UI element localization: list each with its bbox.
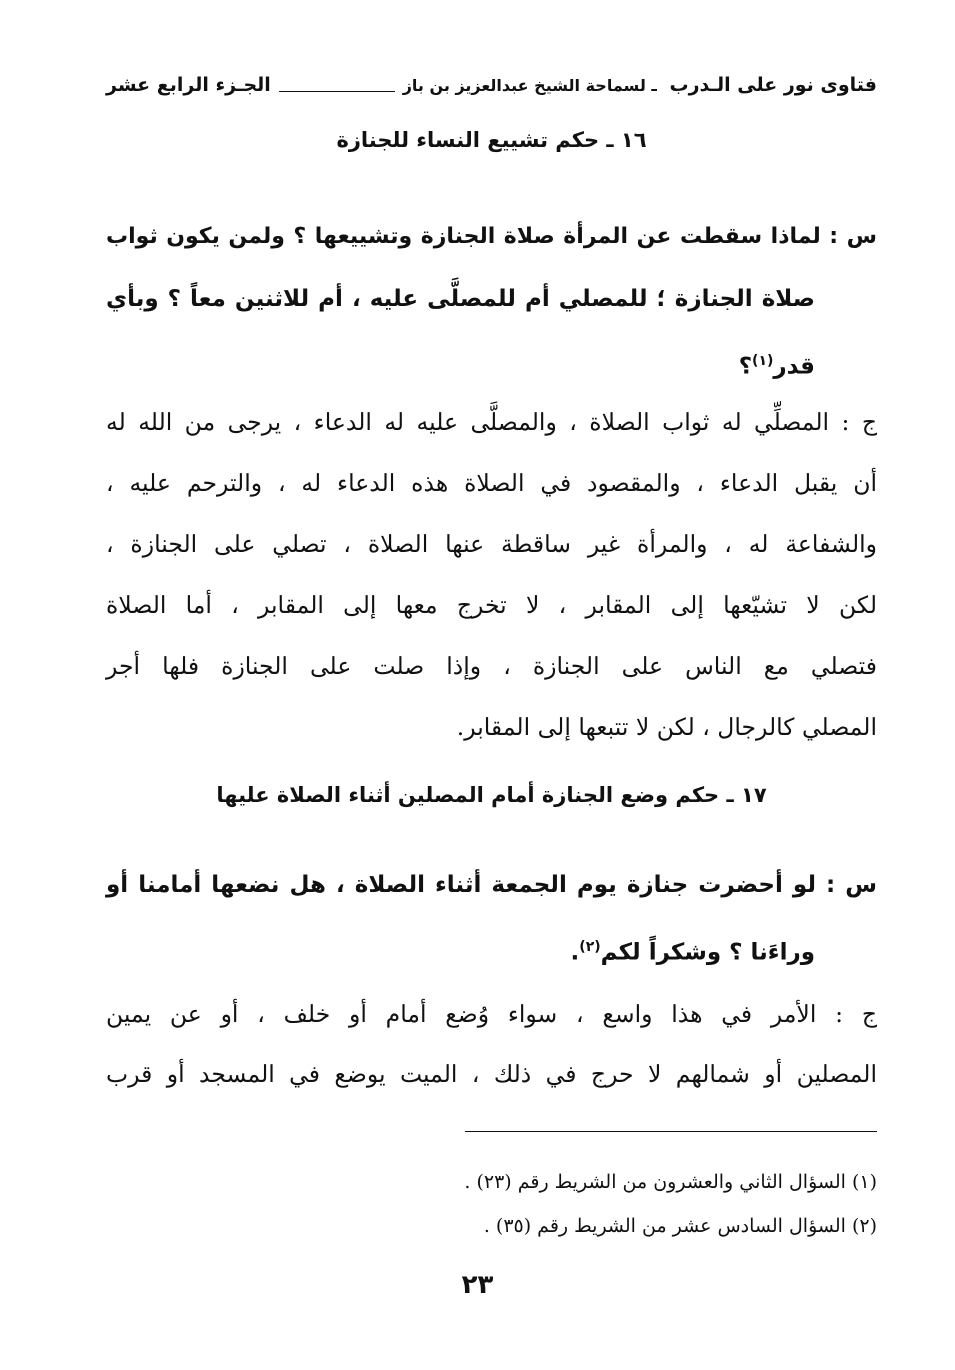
question-end-mark: . — [570, 939, 580, 966]
running-header — [106, 74, 877, 108]
question-line-text: قدر — [773, 353, 815, 380]
book-title — [403, 74, 877, 96]
answer-line: فتصلي مع الناس على الجنازة ، وإذا صلت على الجنازة فلها أجر — [106, 652, 877, 680]
footnote-ref-1[interactable]: (١) — [752, 353, 774, 369]
section-title-17: ١٧ ـ حكم وضع الجنازة أمام المصلين أثناء الصلاة عليها — [216, 783, 767, 807]
footnote-1: (١) السؤال الثاني والعشرون من الشريط رقم (٢٣) . — [464, 1171, 877, 1193]
question-line — [106, 330, 877, 392]
answer-line: المصلي كالرجال ، لكن لا تتبعها إلى المقابر. — [456, 713, 877, 741]
section-title-16: ١٦ ـ حكم تشييع النساء للجنازة — [336, 128, 647, 152]
answer-line: والشفاعة له ، والمرأة غير ساقطة عنها الصلاة ، تصلي على الجنازة ، — [106, 530, 877, 558]
question-16 — [106, 206, 877, 392]
answer-line: أن يقبل الدعاء ، والمقصود في الصلاة هذه الدعاء له ، والترحم عليه ، — [106, 469, 877, 497]
question-line: س : لو أحضرت جنازة يوم الجمعة أثناء الصلاة ، هل نضعها أمامنا أو — [106, 872, 877, 898]
answer-line: لكن لا تشيّعها إلى المقابر ، لا تخرج معها إلى المقابر ، أما الصلاة — [106, 591, 877, 619]
footnotes — [106, 1160, 877, 1248]
book-title-text: فتاوى نور على الـدرب — [669, 74, 877, 96]
answer-16 — [106, 392, 877, 758]
question-line: صلاة الجنازة ؛ للمصلي أم للمصلَّى عليه ، أم للاثنين معاً ؟ وبأي — [106, 286, 815, 312]
answer-line: ج : الأمر في هذا واسع ، سواء وُضع أمام أو خلف ، أو عن يمين — [106, 1000, 877, 1028]
page-number: ٢٣ — [461, 1270, 494, 1300]
question-line: س : لماذا سقطت عن المرأة صلاة الجنازة وتشييعها ؟ ولمن يكون ثواب — [106, 224, 877, 249]
answer-line: المصلين أو شمالهم لا حرج في ذلك ، الميت يوضع في المسجد أو قرب — [106, 1060, 877, 1088]
question-17 — [106, 854, 877, 978]
footnote-separator — [465, 1131, 877, 1132]
question-line-text: وراءَنا ؟ وشكراً لكم — [600, 939, 815, 966]
answer-17 — [106, 984, 877, 1104]
question-line — [106, 916, 877, 978]
footnote-2: (٢) السؤال السادس عشر من الشريط رقم (٣٥) . — [483, 1215, 877, 1237]
volume-label: الجـزء الرابع عشر — [106, 74, 271, 96]
question-end-mark: ؟ — [738, 353, 753, 380]
author-name: ـ لسماحة الشيخ عبدالعزيز بن باز — [402, 76, 657, 95]
footnote-ref-2[interactable]: (٢) — [579, 939, 601, 955]
header-rule — [279, 91, 395, 92]
answer-line: ج : المصلِّي له ثواب الصلاة ، والمصلَّى عليه له الدعاء ، يرجى من الله له — [106, 408, 877, 436]
